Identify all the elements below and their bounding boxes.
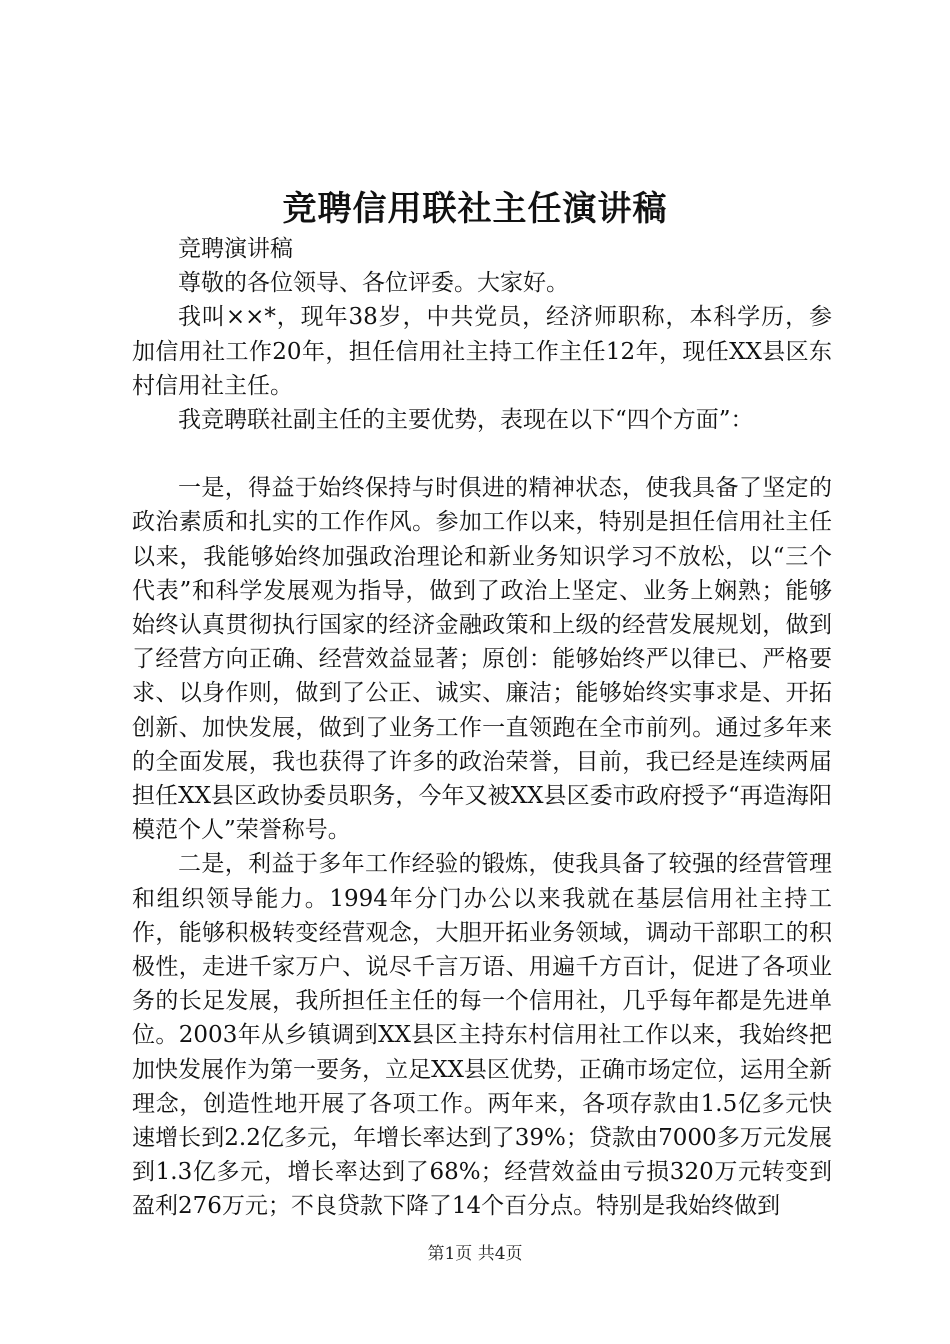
document-body [132,232,832,1224]
paragraph-spacer [132,437,832,471]
document-title: 竞聘信用联社主任演讲稿 [282,189,668,229]
page-footer: 第1页 共4页 [427,1244,523,1264]
paragraph-advantages-intro: 我竞聘联社副主任的主要优势，表现在以下“四个方面”： [178,407,754,434]
paragraph-heading: 竞聘演讲稿 [178,236,293,262]
paragraph-greeting: 尊敬的各位领导、各位评委。大家好。 [178,270,569,297]
paragraph-advantage-one: 一是，得益于始终保持与时俱进的精神状态，使我具备了坚定的政治素质和扎实的工作作风。参加工作以来，特别是担任信用社主任以来，我能够始终加强政治理论和新业务知识学习不放松，以“三个代表”和科学发展观为指导，做到了政治上坚定、业务上娴熟；能够始终认真贯彻执行国家的经济金融政策和上级的经营发展规划，做到了经营方向正确、经营效益显著；原创：能够始终严以律已、严格要求、以身作则，做到了公正、诚实、廉洁；能够始终实事求是、开拓创新、加快发展，做到了业务工作一直领跑在全市前列。通过多年来的全面发展，我也获得了许多的政治荣誉，目前，我已经是连续两届担任XX县区政协委员职务，今年又被XX县区委市政府授予“再造海阳模范个人”荣誉称号。 [132,475,832,844]
paragraph-advantage-two: 二是，利益于多年工作经验的锻炼，使我具备了较强的经营管理和组织领导能力。1994年分门办公以来我就在基层信用社主持工作，能够积极转变经营观念，大胆开拓业务领域，调动干部职工的积极性，走进千家万户、说尽千言万语、用遍千方百计，促进了各项业务的长足发展，我所担任主任的每一个信用社，几乎每年都是先进单位。2003年从乡镇调到XX县区主持东村信用社工作以来，我始终把加快发展作为第一要务，立足XX县区优势，正确市场定位，运用全新理念，创造性地开展了各项工作。两年来，各项存款由1.5亿多元快速增长到2.2亿多元，年增长率达到了39%；贷款由7000多万元发展到1.3亿多元，增长率达到了68%；经营效益由亏损320万元转变到盈利276万元；不良贷款下降了14个百分点。特别是我始终做到 [132,851,832,1220]
paragraph-introduction: 我叫××*，现年38岁，中共党员，经济师职称，本科学历，参加信用社工作20年，担任信用社主持工作主任12年，现任XX县区东村信用社主任。 [132,304,832,399]
